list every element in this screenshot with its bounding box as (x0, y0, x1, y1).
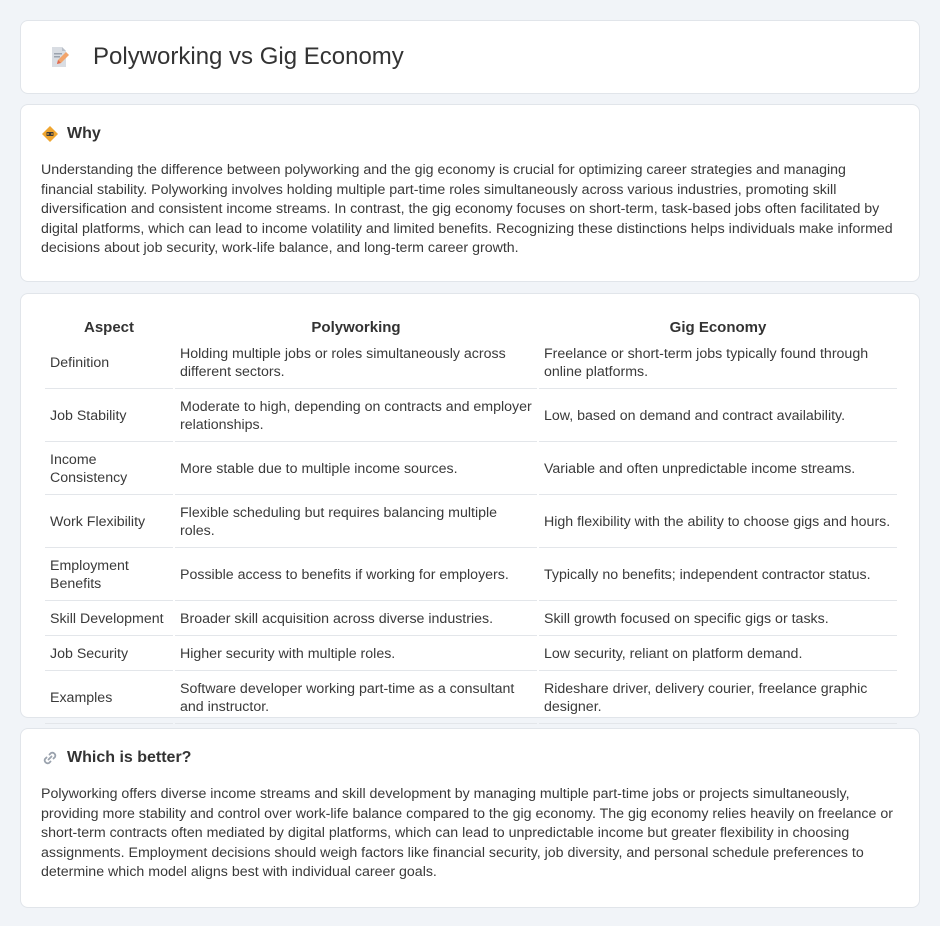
better-title: Which is better? (67, 749, 192, 766)
table-row (45, 391, 897, 442)
gig-economy-cell: Skill growth focused on specific gigs or tasks. (539, 603, 897, 636)
gig-economy-cell: Variable and often unpredictable income streams. (539, 444, 897, 495)
gig-economy-cell: Low security, reliant on platform demand. (539, 638, 897, 671)
table-row (45, 338, 897, 389)
document-edit-icon (47, 45, 71, 69)
polyworking-cell: Moderate to high, depending on contracts and employer relationships. (175, 391, 537, 442)
header-polyworking: Polyworking (311, 319, 401, 336)
aspect-cell: Employment Benefits (45, 550, 173, 601)
header-gig-economy: Gig Economy (669, 319, 767, 336)
table-row (45, 444, 897, 495)
table-header-row (45, 316, 897, 336)
header-aspect: Aspect (83, 319, 135, 336)
which-is-better-section (20, 728, 920, 908)
polyworking-cell: More stable due to multiple income sources. (175, 444, 537, 495)
aspect-cell: Examples (45, 673, 173, 724)
polyworking-cell: Holding multiple jobs or roles simultaneously across different sectors. (175, 338, 537, 389)
polyworking-cell: Software developer working part-time as a consultant and instructor. (175, 673, 537, 724)
comparison-table (43, 314, 899, 726)
better-heading (41, 749, 899, 767)
gig-economy-cell: Freelance or short-term jobs typically found through online platforms. (539, 338, 897, 389)
aspect-cell: Job Security (45, 638, 173, 671)
why-text: Understanding the difference between polyworking and the gig economy is crucial for optimizing career strategies and managing financial stability. Polyworking involves holding multiple part-time roles simultaneously across various industries, promoting skill diversification and consistent income streams. In contrast, the gig economy focuses on short-term, task-based jobs often facilitated by digital platforms, which can lead to income volatility and limited benefits. Recognizing these distinctions helps individuals make informed decisions about job security, work-life balance, and long-term career growth. (41, 162, 893, 256)
table-row (45, 497, 897, 548)
link-icon (41, 749, 59, 767)
why-section (20, 104, 920, 282)
polyworking-cell: Flexible scheduling but requires balancing multiple roles. (175, 497, 537, 548)
why-title: Why (67, 125, 101, 142)
table-row (45, 638, 897, 671)
table-row (45, 603, 897, 636)
gig-economy-cell: High flexibility with the ability to choose gigs and hours. (539, 497, 897, 548)
aspect-cell: Income Consistency (45, 444, 173, 495)
polyworking-cell: Broader skill acquisition across diverse industries. (175, 603, 537, 636)
aspect-cell: Definition (45, 338, 173, 389)
table-row (45, 550, 897, 601)
comparison-table-card (20, 293, 920, 718)
table-row (45, 673, 897, 724)
aspect-cell: Work Flexibility (45, 497, 173, 548)
gig-economy-cell: Low, based on demand and contract availability. (539, 391, 897, 442)
polyworking-cell: Possible access to benefits if working for employers. (175, 550, 537, 601)
aspect-cell: Skill Development (45, 603, 173, 636)
page-title: Polyworking vs Gig Economy (93, 43, 404, 70)
polyworking-cell: Higher security with multiple roles. (175, 638, 537, 671)
why-heading (41, 125, 899, 143)
page-header (20, 20, 920, 94)
better-text: Polyworking offers diverse income streams and skill development by managing multiple part-time jobs or projects simultaneously, providing more stability and control over work-life balance compared to the gig economy. The gig economy relies heavily on freelance or short-term contracts often mediated by digital platforms, which can lead to unpredictable income but greater flexibility in choosing assignments. Employment decisions should weigh factors like financial security, job diversity, and personal schedule preferences to determine which model aligns best with individual career goals. (41, 786, 893, 880)
aspect-cell: Job Stability (45, 391, 173, 442)
diamond-sign-icon (41, 125, 59, 143)
gig-economy-cell: Typically no benefits; independent contractor status. (539, 550, 897, 601)
gig-economy-cell: Rideshare driver, delivery courier, freelance graphic designer. (539, 673, 897, 724)
